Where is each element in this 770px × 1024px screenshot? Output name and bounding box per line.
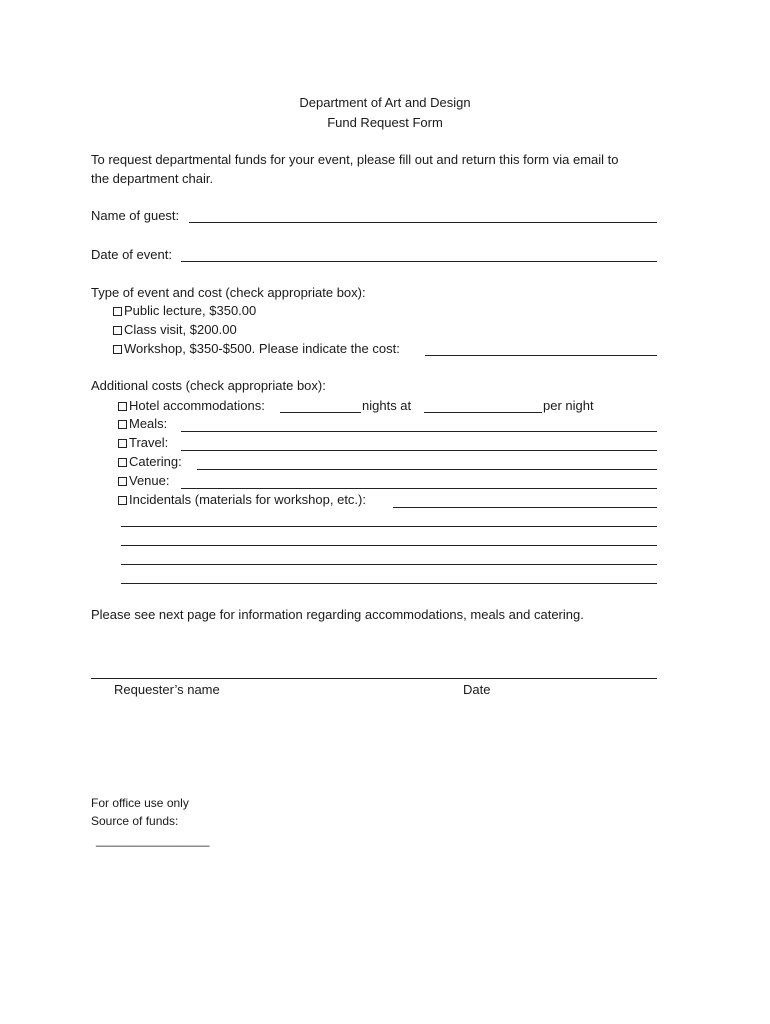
option-catering[interactable] — [118, 454, 182, 470]
option-public-lecture[interactable] — [113, 303, 256, 319]
option-class-visit[interactable] — [113, 322, 237, 338]
department-title: Department of Art and Design — [299, 95, 471, 110]
checkbox[interactable] — [118, 420, 127, 429]
venue-field[interactable] — [181, 488, 657, 489]
option-label: Workshop, $350-$500. Please indicate the cost: — [124, 341, 400, 356]
hotel-nights-at-text: nights at — [362, 398, 412, 413]
source-of-funds-blank[interactable]: _________________ — [96, 833, 210, 847]
option-label: Catering: — [129, 454, 182, 469]
incidentals-extra-line-1[interactable] — [121, 526, 657, 527]
meals-field[interactable] — [181, 431, 657, 432]
checkbox[interactable] — [118, 458, 127, 467]
option-label: Travel: — [129, 435, 169, 450]
checkbox[interactable] — [118, 477, 127, 486]
intro-line-1: To request departmental funds for your event, please fill out and return this form via email to — [91, 152, 619, 167]
hotel-per-night-text: per night — [543, 398, 594, 413]
option-venue[interactable] — [118, 473, 170, 489]
option-workshop[interactable] — [113, 341, 400, 357]
signature-date-label: Date — [463, 682, 491, 697]
incidentals-extra-line-2[interactable] — [121, 545, 657, 546]
source-of-funds-label: Source of funds: — [91, 814, 179, 828]
event-date-field[interactable] — [181, 261, 657, 262]
option-label: Class visit, $200.00 — [124, 322, 237, 337]
hotel-nights-field[interactable] — [280, 412, 361, 413]
guest-name-field[interactable] — [189, 222, 657, 223]
option-incidentals[interactable] — [118, 492, 366, 508]
workshop-cost-field[interactable] — [425, 355, 657, 356]
next-page-note: Please see next page for information regarding accommodations, meals and catering. — [91, 607, 584, 622]
incidentals-extra-line-3[interactable] — [121, 564, 657, 565]
option-label: Incidentals (materials for workshop, etc.): — [129, 492, 366, 507]
guest-name-label: Name of guest: — [91, 208, 180, 223]
checkbox[interactable] — [118, 402, 127, 411]
incidentals-field[interactable] — [393, 507, 657, 508]
option-label: Hotel accommodations: — [129, 398, 265, 413]
requester-name-label: Requester’s name — [114, 682, 220, 697]
option-travel[interactable] — [118, 435, 168, 451]
additional-costs-heading: Additional costs (check appropriate box): — [91, 378, 326, 393]
catering-field[interactable] — [197, 469, 657, 470]
hotel-rate-field[interactable] — [424, 412, 542, 413]
travel-field[interactable] — [181, 450, 657, 451]
option-label: Venue: — [129, 473, 170, 488]
checkbox[interactable] — [118, 496, 127, 505]
checkbox[interactable] — [113, 345, 122, 354]
form-title: Fund Request Form — [327, 115, 443, 130]
option-label: Meals: — [129, 416, 168, 431]
option-hotel[interactable] — [118, 398, 265, 414]
option-label: Public lecture, $350.00 — [124, 303, 257, 318]
intro-line-2: the department chair. — [91, 171, 214, 186]
checkbox[interactable] — [113, 307, 122, 316]
office-use-heading: For office use only — [91, 796, 189, 810]
incidentals-extra-line-4[interactable] — [121, 583, 657, 584]
event-date-label: Date of event: — [91, 247, 172, 262]
option-meals[interactable] — [118, 416, 167, 432]
checkbox[interactable] — [113, 326, 122, 335]
checkbox[interactable] — [118, 439, 127, 448]
signature-line[interactable] — [91, 678, 657, 679]
event-type-heading: Type of event and cost (check appropriate box): — [91, 285, 366, 300]
